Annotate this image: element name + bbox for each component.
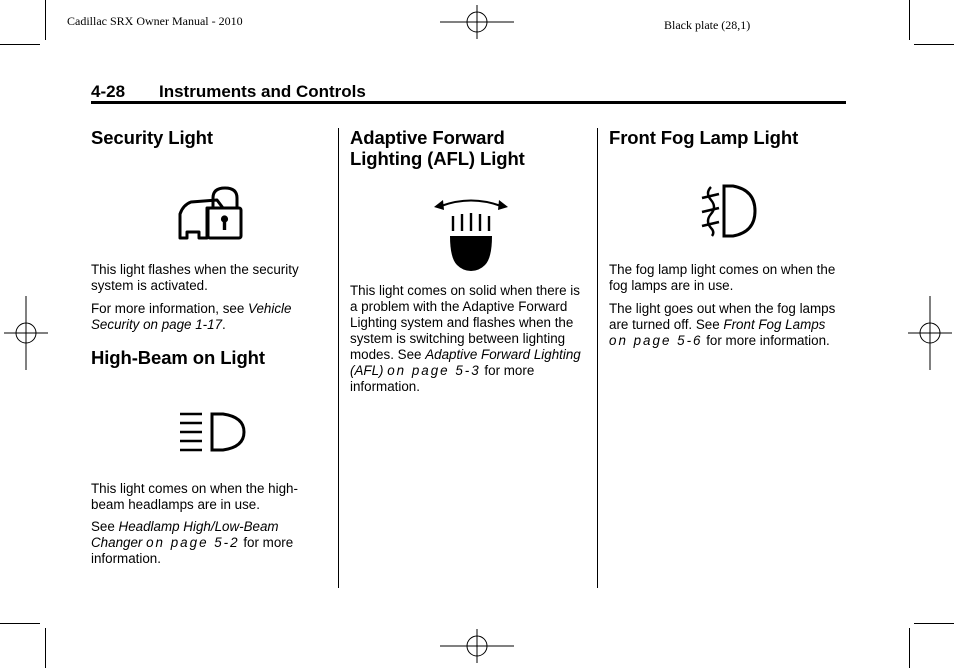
afl-text: This light comes on solid when there is a problem with the Adaptive Forward Lighting system and flashes when the system is switching between lighting modes. See <box>350 283 580 362</box>
crop-mark <box>45 0 46 40</box>
manual-title: Cadillac SRX Owner Manual - 2010 <box>67 14 243 28</box>
crop-mark <box>45 628 46 668</box>
afl-heading-line2: Lighting (AFL) Light <box>350 148 525 169</box>
header-rule <box>91 101 846 104</box>
afl-icon <box>434 196 508 272</box>
security-description: This light flashes when the security system is activated. <box>91 262 299 293</box>
security-light-heading: Security Light <box>91 127 213 148</box>
high-beam-heading: High-Beam on Light <box>91 347 265 368</box>
high-beam-reference <box>91 519 326 567</box>
front-fog-lamp-icon <box>699 183 759 239</box>
link-page: on page 5-2 <box>146 535 240 550</box>
reference-prefix: For more information, see <box>91 301 249 316</box>
high-beam-description: This light comes on when the high-beam headlamps are in use. <box>91 481 298 512</box>
link-page: on page 5-3 <box>387 363 481 378</box>
registration-mark-icon <box>908 296 952 370</box>
fog-lamp-description: The fog lamp light comes on when the fog lamps are in use. <box>609 262 836 293</box>
afl-heading-line1: Adaptive Forward <box>350 127 505 148</box>
crop-mark <box>914 44 954 45</box>
registration-mark-icon <box>440 5 514 39</box>
column-divider <box>338 128 339 588</box>
afl-heading <box>350 127 525 169</box>
high-beam-icon <box>179 412 247 452</box>
link-title: Front Fog Lamps <box>723 317 826 332</box>
reference-prefix: See <box>91 519 119 534</box>
column-divider <box>597 128 598 588</box>
crop-mark <box>914 623 954 624</box>
crop-mark <box>0 623 40 624</box>
link-page: on page 5-6 <box>609 333 703 348</box>
plate-label: Black plate (28,1) <box>664 18 751 32</box>
reference-suffix: for more information. <box>702 333 830 348</box>
link-title: Adaptive Forward Lighting (AFL) <box>350 347 581 378</box>
reference-suffix: . <box>222 317 226 332</box>
link-title: Headlamp High/Low-Beam Changer <box>91 519 279 550</box>
page-number: 4-28 <box>91 82 126 101</box>
reference-suffix: for more information. <box>91 535 294 566</box>
registration-mark-icon <box>4 296 48 370</box>
crop-mark <box>0 44 40 45</box>
security-reference <box>91 301 326 333</box>
fog-lamp-reference <box>609 301 844 349</box>
afl-description <box>350 283 590 395</box>
crop-mark <box>909 628 910 668</box>
fog-lamp-heading: Front Fog Lamp Light <box>609 127 799 148</box>
vehicle-security-link[interactable]: Vehicle Security on page 1-17 <box>91 301 292 332</box>
security-lock-car-icon <box>177 186 243 240</box>
reference-suffix: for more information. <box>350 363 535 394</box>
registration-mark-icon <box>440 629 514 663</box>
section-title: Instruments and Controls <box>159 82 366 101</box>
crop-mark <box>909 0 910 40</box>
reference-prefix: The light goes out when the fog lamps are turned off. See <box>609 301 836 332</box>
